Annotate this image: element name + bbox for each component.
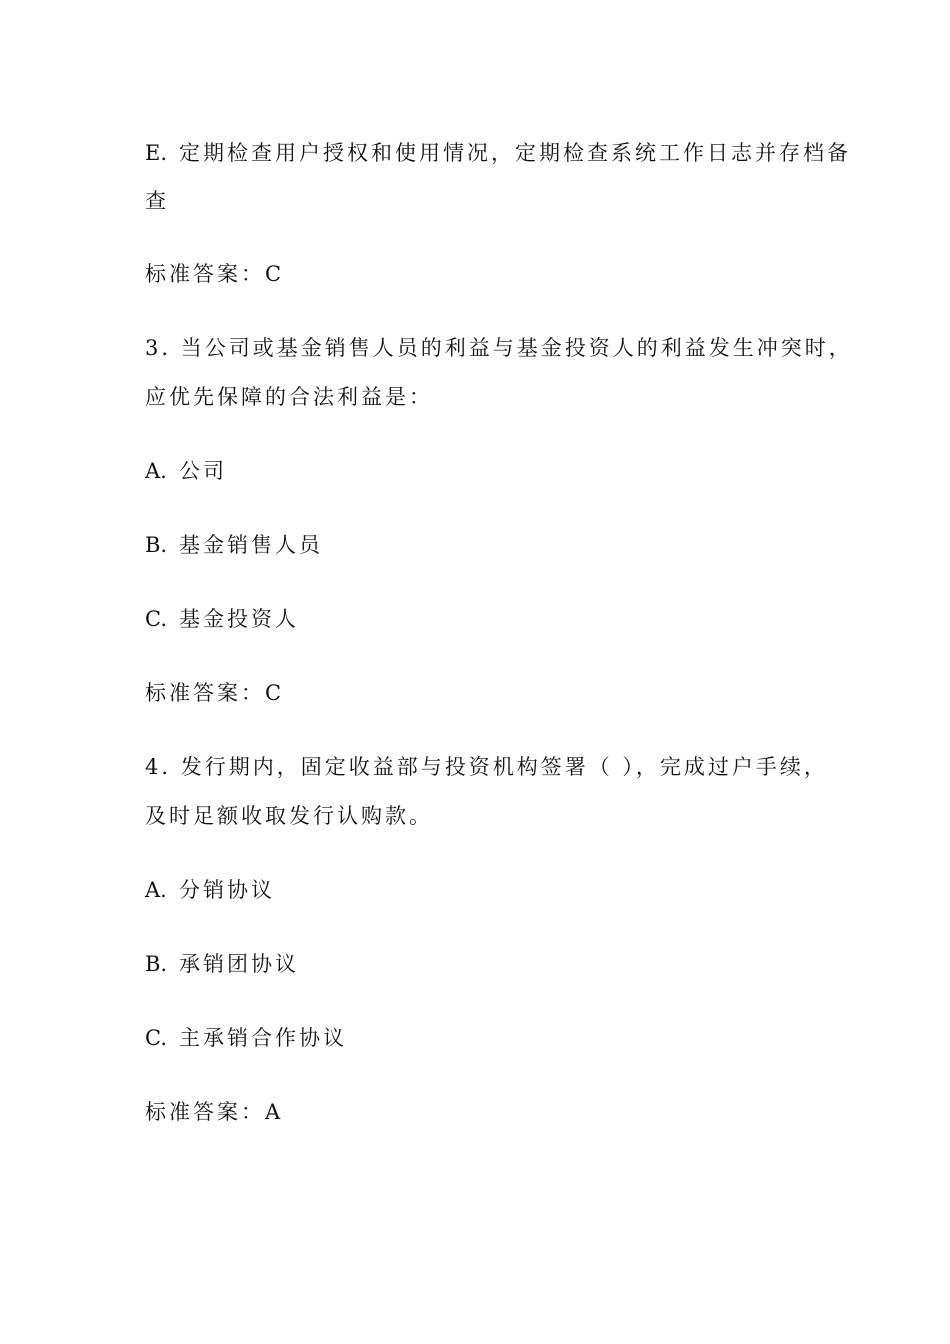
option-text: 定期检查用户授权和使用情况，定期检查系统工作日志并存档备 <box>179 141 851 165</box>
answer-text: 标准答案：C <box>145 262 285 286</box>
option-label: C. <box>145 1026 167 1050</box>
question-4-option-c <box>145 1023 825 1053</box>
question-4-option-b <box>145 949 825 979</box>
question-4-line2: 及时足额收取发行认购款。 <box>145 804 433 828</box>
option-label: A. <box>145 878 167 902</box>
question-4-line1: 4. 发行期内，固定收益部与投资机构签署（ ），完成过户手续， <box>145 755 828 779</box>
question-3-line1: 3. 当公司或基金销售人员的利益与基金投资人的利益发生冲突时， <box>145 336 853 360</box>
option-text: 公司 <box>179 459 227 483</box>
question-3-line2: 应优先保障的合法利益是： <box>145 385 433 409</box>
option-text: 承销团协议 <box>179 952 299 976</box>
answer-text: 标准答案：A <box>145 1100 284 1124</box>
option-label: C. <box>145 607 167 631</box>
option-text: 基金销售人员 <box>179 533 323 557</box>
option-label: B. <box>145 533 168 557</box>
question-3-option-a <box>145 456 825 486</box>
question-3-option-c <box>145 604 825 634</box>
answer-text: 标准答案：C <box>145 681 285 705</box>
question-3-option-b <box>145 530 825 560</box>
question-4-option-a <box>145 875 825 905</box>
option-text: 基金投资人 <box>179 607 299 631</box>
option-label: E. <box>145 141 168 165</box>
option-text: 分销协议 <box>179 878 275 902</box>
option-e-line1 <box>145 138 851 168</box>
option-text: 主承销合作协议 <box>179 1026 347 1050</box>
option-label: B. <box>145 952 168 976</box>
option-e-line2: 查 <box>145 189 169 213</box>
option-label: A. <box>145 459 167 483</box>
